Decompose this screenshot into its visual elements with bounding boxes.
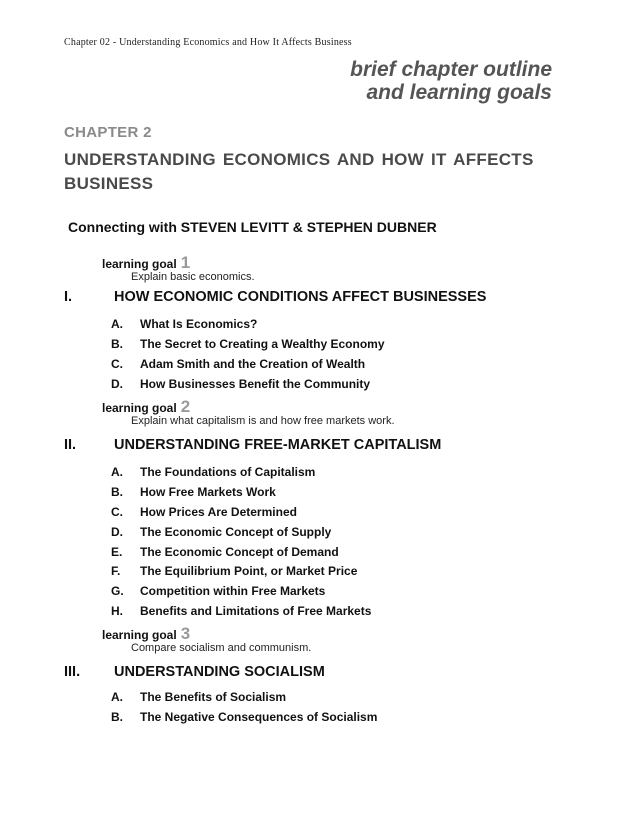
outline-item-letter: A. (111, 690, 123, 704)
outline-item (111, 690, 286, 704)
outline-title (350, 58, 552, 104)
outline-item-text: The Economic Concept of Supply (140, 525, 332, 539)
learning-goal-label: learning goal (102, 257, 177, 271)
outline-item-text: How Free Markets Work (140, 485, 276, 499)
learning-goal-number: 3 (180, 624, 191, 643)
outline-item (111, 357, 365, 371)
outline-item (111, 505, 297, 519)
running-head: Chapter 02 - Understanding Economics and How It Affects Business (64, 37, 352, 48)
outline-item (111, 465, 315, 479)
learning-goal-number: 2 (180, 397, 191, 416)
outline-item-text: The Benefits of Socialism (140, 690, 287, 704)
outline-title-line-2: and learning goals (366, 81, 552, 104)
learning-goal-label: learning goal (102, 401, 177, 415)
section-number: II. (64, 437, 77, 453)
outline-item (111, 317, 257, 331)
outline-item-text: Adam Smith and the Creation of Wealth (140, 357, 366, 371)
outline-item-text: The Negative Consequences of Socialism (140, 710, 378, 724)
outline-item-text: The Secret to Creating a Wealthy Economy (140, 337, 385, 351)
outline-item-text: The Economic Concept of Demand (140, 545, 339, 559)
learning-goal-description: Explain basic economics. (131, 271, 255, 283)
section-title: HOW ECONOMIC CONDITIONS AFFECT BUSINESSES (114, 289, 487, 305)
outline-item (111, 604, 371, 618)
learning-goal-label: learning goal (102, 628, 177, 642)
outline-item-letter: B. (111, 337, 123, 351)
outline-item-text: Benefits and Limitations of Free Markets (140, 604, 372, 618)
learning-goal-2 (102, 397, 190, 417)
learning-goal-1 (102, 253, 190, 273)
outline-item (111, 337, 385, 351)
chapter-title: UNDERSTANDING ECONOMICS AND HOW IT AFFECTS BUSINESS (64, 150, 534, 193)
section-heading-1 (64, 289, 486, 305)
chapter-label: CHAPTER 2 (64, 124, 152, 141)
outline-item-letter: B. (111, 485, 123, 499)
learning-goal-description: Compare socialism and communism. (131, 642, 312, 654)
learning-goal-number: 1 (180, 253, 191, 272)
outline-item-letter: A. (111, 465, 123, 479)
outline-item-text: How Businesses Benefit the Community (140, 377, 371, 391)
outline-item (111, 545, 339, 559)
outline-item-text: The Equilibrium Point, or Market Price (140, 564, 358, 578)
outline-item-text: What Is Economics? (140, 317, 258, 331)
outline-item-letter: B. (111, 710, 123, 724)
section-title: UNDERSTANDING FREE-MARKET CAPITALISM (114, 437, 442, 453)
learning-goal-3 (102, 624, 190, 644)
section-number: I. (64, 289, 73, 305)
section-number: III. (64, 664, 81, 680)
outline-item (111, 485, 276, 499)
section-heading-3 (64, 664, 325, 680)
outline-item (111, 584, 325, 598)
outline-item-text: How Prices Are Determined (140, 505, 297, 519)
outline-item (111, 710, 377, 724)
outline-item-text: The Foundations of Capitalism (140, 465, 316, 479)
outline-title-line-1: brief chapter outline (350, 58, 552, 81)
outline-item-letter: D. (111, 525, 123, 539)
outline-item-letter: C. (111, 357, 123, 371)
outline-item-letter: H. (111, 604, 123, 618)
outline-item-letter: A. (111, 317, 123, 331)
section-title: UNDERSTANDING SOCIALISM (114, 664, 325, 680)
section-heading-2 (64, 437, 441, 453)
outline-item-letter: F. (111, 564, 121, 578)
connecting-heading: Connecting with STEVEN LEVITT & STEPHEN DUBNER (68, 219, 437, 235)
outline-item-letter: G. (111, 584, 124, 598)
outline-item-letter: E. (111, 545, 123, 559)
outline-item-text: Competition within Free Markets (140, 584, 326, 598)
outline-item (111, 564, 357, 578)
outline-item-letter: D. (111, 377, 123, 391)
outline-item (111, 377, 370, 391)
learning-goal-description: Explain what capitalism is and how free markets work. (131, 415, 395, 427)
outline-item-letter: C. (111, 505, 123, 519)
outline-item (111, 525, 331, 539)
